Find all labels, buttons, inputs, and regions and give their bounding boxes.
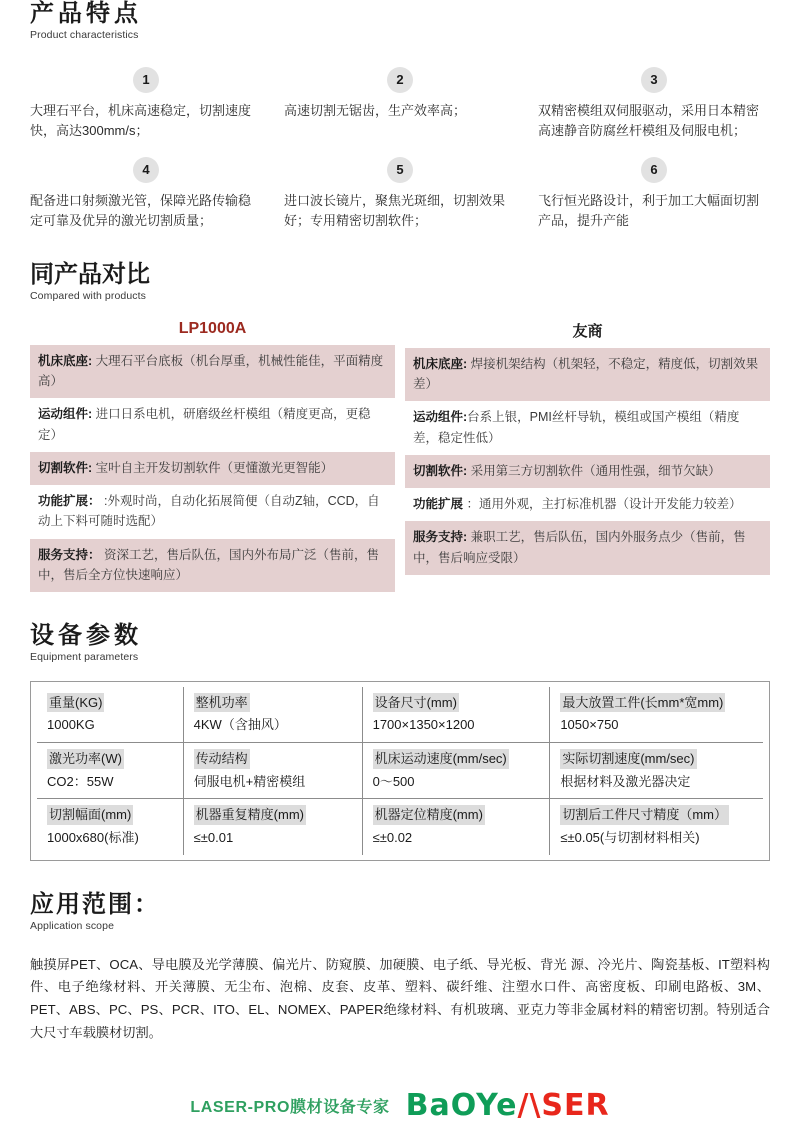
comparison-row [405,401,770,455]
application-text: 触摸屏PET、OCA、导电膜及光学薄膜、偏光片、防窥膜、加硬膜、电子纸、导光板、背光 源、冷光片、陶瓷基板、IT塑料构件、电子绝缘材料、开关薄膜、无尘布、泡棉、皮套、皮革、塑料、碳纤维、注塑水口件、高密度板、印刷电路板、3M、PET、ABS、PC、PS、PCR、ITO、EL、NOMEX、PAPER绝缘材料、有机玻璃、亚克力等非金属材料的精密切割。特别适合大尺寸车载膜材切割。 [30,956,770,1040]
feature-number-badge: 2 [387,67,413,93]
parameter-cell [37,687,184,742]
parameter-cell [363,687,551,742]
footer-slogan: LASER-PRO膜材设备专家 [190,1099,390,1116]
feature-number-badge: 4 [133,157,159,183]
comparison-column-theirs [405,320,770,592]
feature-number-badge: 1 [133,67,159,93]
comparison-row-text: 大理石平台底板（机台厚重，机械性能佳，平面精度高） [38,353,384,388]
parameter-value: CO2：55W [47,773,114,789]
parameter-key: 整机功率 [194,693,250,713]
comparison-row-label: 服务支持: [413,530,468,545]
application-section-heading [30,891,770,932]
parameter-value: ≤±0.05(与切割材料相关) [560,830,700,846]
parameter-key: 机器重复精度(mm) [194,805,306,825]
parameters-title-en: Equipment parameters [30,650,139,663]
parameter-cell [550,799,763,854]
comparison-row-label: 切割软件: [38,460,93,475]
feature-number-badge: 3 [641,67,667,93]
comparison-row [30,345,395,399]
comparison-row-label: 切割软件: [413,463,468,478]
logo-baoye-text: BaOYe [405,1088,518,1123]
comparison-table [30,320,770,592]
feature-text: 双精密模组双伺服驱动，采用日本精密高速静音防腐丝杆模组及伺服电机； [538,102,760,138]
comparison-row-text: 采用第三方切割软件（通用性强，细节欠缺） [467,463,721,478]
parameter-value: ≤±0.01 [193,830,234,846]
comparison-row-label: 机床底座: [413,356,468,371]
parameter-cell [550,687,763,742]
comparison-row [30,452,395,485]
parameter-value: 1050×750 [560,717,619,733]
parameter-key: 传动结构 [194,749,250,769]
feature-number-badge: 6 [641,157,667,183]
feature-text: 配备进口射频激光管，保障光路传输稳定可靠及优异的激光切割质量； [30,192,252,229]
parameter-cell [184,799,363,854]
parameters-row [37,687,763,743]
parameter-value: 1000x680(标准) [47,830,139,846]
parameter-key: 激光功率(W) [47,749,124,769]
parameters-title-cn: 设备参数 [30,622,142,649]
logo-laser-text: /\SER [517,1088,610,1123]
parameter-key: 切割后工件尺寸精度（mm） [560,805,729,825]
parameters-row [37,743,763,799]
parameter-value: ≤±0.02 [372,830,413,846]
comparison-row-text: ：通用外观，主打标准机器（设计开发能力较差） [466,497,742,511]
comparison-row [405,521,770,575]
parameter-key: 最大放置工件(长mm*宽mm) [560,693,725,713]
comparison-title-cn: 同产品对比 [30,261,150,289]
comparison-row-text: 宝叶自主开发切割软件（更懂激光更智能） [92,460,334,475]
feature-text: 大理石平台，机床高速稳定，切割速度快，高达300mm/s； [30,102,252,138]
comparison-column-header-ours: LP1000A [178,319,247,337]
parameter-key: 切割幅面(mm) [47,805,133,825]
comparison-row-label: 功能扩展 [413,497,467,511]
feature-text: 进口波长镜片，聚焦光斑细，切割效果好；专用精密切割软件； [284,192,506,229]
comparison-row [30,485,395,539]
comparison-row [30,398,395,452]
comparison-row-text: 进口日系电机，研磨级丝杆模组（精度更高，更稳定） [38,407,371,442]
feature-item [284,67,516,141]
parameter-cell [363,799,551,854]
comparison-row [405,348,770,402]
feature-text: 飞行恒光路设计，利于加工大幅面切割产品，提升产能 [538,192,760,229]
parameter-key: 实际切割速度(mm/sec) [560,749,696,769]
parameter-cell [37,743,184,798]
parameter-value: 4KW（含抽风） [193,717,287,733]
parameter-key: 机床运动速度(mm/sec) [373,749,509,769]
parameter-cell [184,743,363,798]
comparison-section-heading [30,261,770,302]
parameters-section [30,622,770,861]
comparison-title-en: Compared with products [30,289,147,302]
application-section [30,891,770,1044]
comparison-row-text: :外观时尚，自动化拓展简便（自动Z轴，CCD，自动上下料可随时选配） [38,494,380,529]
parameter-key: 设备尺寸(mm) [373,693,459,713]
parameters-section-heading [30,622,770,663]
comparison-row-label: 机床底座: [38,353,93,368]
feature-item [30,157,262,231]
parameter-cell [184,687,363,742]
comparison-row-text: 焊接机架结构（机架轻，不稳定，精度低，切割效果差） [413,356,759,391]
comparison-column-header-theirs: 友商 [572,322,603,340]
parameter-cell [550,743,763,798]
parameter-value: 1000KG [47,717,95,733]
company-logo [406,1088,610,1123]
parameter-cell [363,743,551,798]
parameter-value: 0～500 [372,773,415,789]
parameter-value: 伺服电机+精密模组 [193,773,306,789]
parameter-key: 重量(KG) [47,693,104,713]
feature-item [30,67,262,141]
application-title-cn: 应用范围： [30,890,160,918]
comparison-row [405,488,770,521]
comparison-row-label: 运动组件: [38,407,93,422]
comparison-row-label: 运动组件: [413,410,468,425]
feature-item [284,157,516,231]
parameter-value: 根据材料及激光器决定 [560,773,691,789]
application-title-en: Application scope [30,919,115,932]
footer [0,1088,800,1123]
feature-number-badge: 5 [387,157,413,183]
features-grid [30,67,770,232]
features-section-heading [30,0,770,41]
comparison-section [30,261,770,592]
comparison-column-ours [30,320,395,592]
parameter-cell [37,799,184,854]
parameter-value: 1700×1350×1200 [372,717,475,733]
parameters-table [30,681,770,861]
feature-item [538,157,770,231]
feature-item [538,67,770,141]
feature-text: 高速切割无锯齿，生产效率高； [284,102,467,118]
parameters-row [37,799,763,854]
comparison-row-text: 台系上银，PMI丝杆导轨，模组或国产模组（精度差，稳定性低） [413,410,740,445]
comparison-row-text: 兼职工艺，售后队伍，国内外服务点少（售前，售中，售后响应受限） [413,530,746,565]
comparison-row-text: 资深工艺，售后队伍，国内外布局广泛（售前，售中，售后全方位快速响应） [38,547,379,582]
comparison-row-label: 服务支持： [38,547,101,562]
comparison-row [30,539,395,593]
comparison-row [405,455,770,488]
parameter-key: 机器定位精度(mm) [373,805,485,825]
features-title-cn: 产品特点 [30,0,142,27]
features-title-en: Product characteristics [30,28,139,41]
comparison-row-label: 功能扩展： [38,494,101,508]
